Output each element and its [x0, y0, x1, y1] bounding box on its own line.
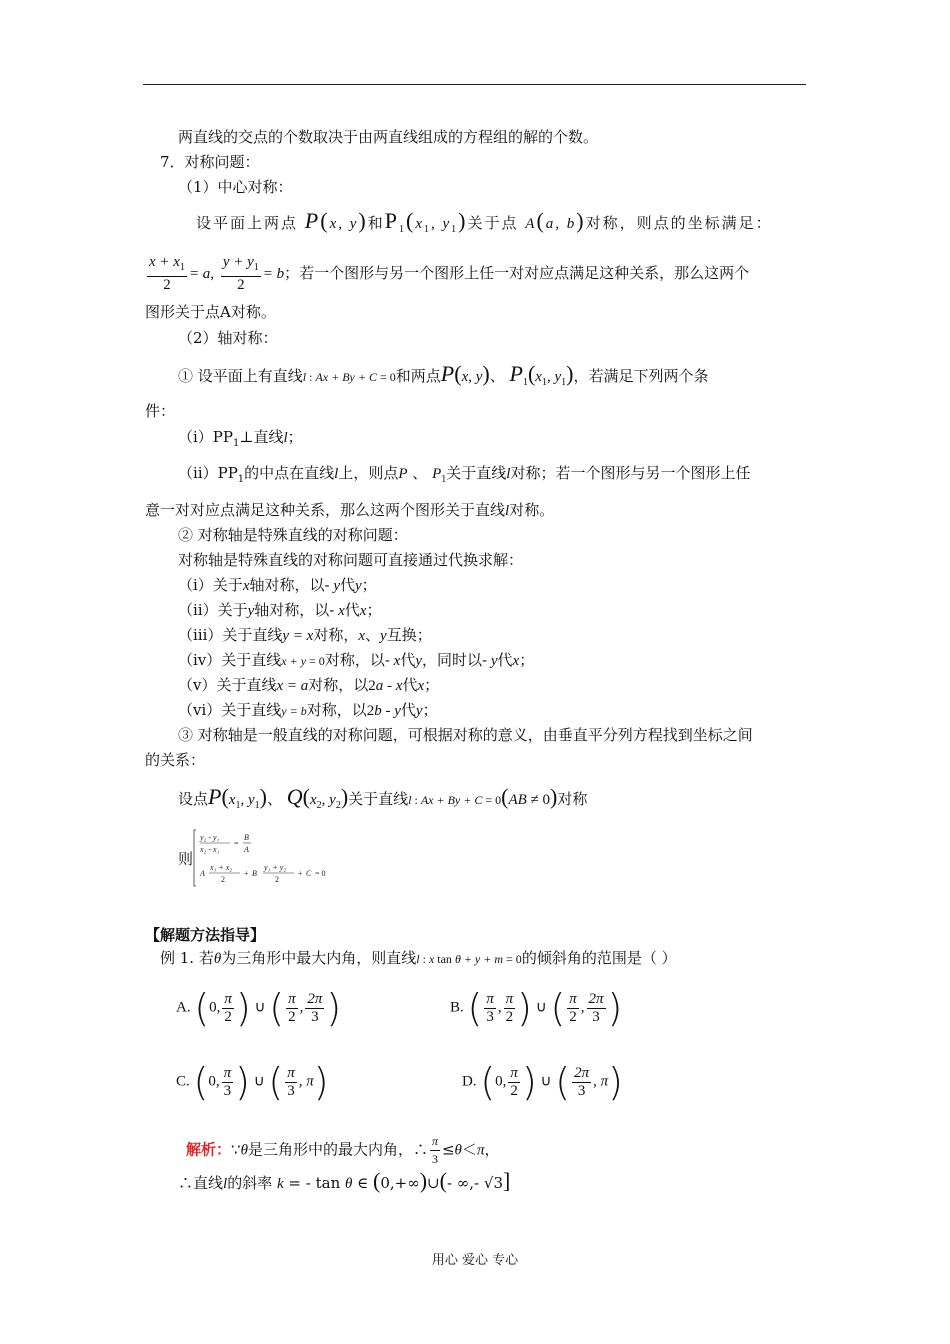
special-axis-desc: 对称轴是特殊直线的对称问题可直接通过代换求解： — [178, 551, 524, 569]
condition-ii-continued: 意一对对应点满足这种关系，那么这两个图形关于直线l对称。 — [145, 501, 555, 519]
svg-text:x₂ - x₁: x₂ - x₁ — [200, 845, 220, 854]
svg-text:= 0: = 0 — [315, 869, 326, 878]
svg-text:A: A — [200, 869, 205, 878]
then-label: 则 — [178, 850, 194, 868]
central-symmetry-conclusion: 图形关于点A对称。 — [145, 303, 276, 321]
midpoint-formula-line: $\frac{x + x_1}{2}$ = a, $\frac{y + y_1}{2}$ = b；若一个图形与另一个图形上任一对对应点满足这种关系，那么这两个 — [149, 254, 750, 293]
rule-y-eq-x: （ⅲ）关于直线y = x对称，x、y互换； — [178, 626, 432, 644]
svg-text:y₂ - y₁: y₂ - y₁ — [200, 833, 220, 842]
svg-text:B: B — [244, 833, 249, 842]
section-7-title: 7．对称问题： — [160, 153, 260, 171]
svg-text:+: + — [244, 869, 249, 878]
svg-text:=: = — [234, 839, 239, 848]
axial-symmetry-title: （2）轴对称： — [178, 329, 278, 347]
equation-system — [192, 826, 352, 890]
rule-y-eq-b: （ⅵ）关于直线y = b对称，以2b - y代y； — [178, 701, 438, 719]
example-1-question: 例 1. 若θ为三角形中最大内角，则直线l : x tan θ + y + m = 0的倾斜角的范围是（ ） — [160, 949, 677, 967]
option-c[interactable]: C. (0, $\frac{\pi}{3}$ ) ∪ ( $\frac{\pi}{3}$ , π) — [176, 1060, 329, 1104]
rule-x-plus-y: （ⅳ）关于直线x + y = 0对称，以- x代y，同时以- y代x； — [178, 651, 535, 669]
condition-i: $(ⅰ)PP_1\perp$直线l； — [178, 428, 303, 449]
rule-x-eq-a: （ⅴ）关于直线x = a对称，以2a - x代x； — [178, 676, 440, 694]
option-b[interactable]: B. ( $\frac{\pi}{3}$ , $\frac{\pi}{2}$ ) ∪ ( $\frac{\pi}{2}$ , $\frac{2\pi}{3}$ ) — [450, 986, 623, 1030]
axial-symmetry-statement: ① 设平面上有直线l : Ax + By + C = 0和两点P(x, y)、 $P_1(x_1$, $y_1$)，若满足下列两个条 — [178, 361, 709, 388]
svg-text:C: C — [306, 869, 312, 878]
general-axis-title: ③ 对称轴是一般直线的对称问题，可根据对称的意义，由垂直平分列方程找到坐标之间 — [178, 726, 753, 744]
option-a[interactable]: A. (0, $\frac{\pi}{2}$ ) ∪ ( $\frac{\pi}{2}$ , $\frac{2\pi}{3}$ ) — [176, 986, 342, 1030]
conditions-label: 件： — [145, 402, 176, 420]
svg-text:2: 2 — [275, 875, 279, 884]
general-axis-setup: 设点$P(x_1$, $y_1$)、 $Q(x_2$, $y_2$)关于直线l : Ax + By + C = 0(AB ≠ 0)对称 — [178, 784, 588, 811]
svg-text:x₁ + x₂: x₁ + x₂ — [210, 863, 233, 872]
svg-text:2: 2 — [221, 875, 225, 884]
central-symmetry-title: （1）中心对称： — [178, 178, 293, 196]
option-d[interactable]: D. (0, $\frac{\pi}{2}$ ) ∪ ( $\frac{2\pi}{3}$ , π) — [462, 1060, 623, 1104]
rule-x-axis: （ⅰ）关于x轴对称，以- y代y； — [178, 576, 377, 594]
line-intersection-count: 两直线的交点的个数取决于由两直线组成的方程组的解的个数。 — [178, 128, 599, 146]
svg-text:A: A — [244, 845, 249, 854]
special-axis-title: ② 对称轴是特殊直线的对称问题： — [178, 526, 408, 544]
section-heading: 【解题方法指导】 — [145, 926, 266, 944]
svg-text:B: B — [252, 869, 257, 878]
general-axis-title-cont: 的关系： — [145, 751, 206, 769]
svg-text:y₁ + y₂: y₁ + y₂ — [264, 863, 287, 872]
svg-text:+: + — [298, 869, 303, 878]
rule-y-axis: （ⅱ）关于y轴对称，以- x代x； — [178, 601, 382, 619]
solution-line-2: ∴直线l的斜率 k = - tan θ ∈ (0,+∞)∪(- ∞,- √3] — [178, 1168, 511, 1193]
solution-line-1: 解析：∵θ是三角形中的最大内角，∴ $\frac{\pi}{3}$ ≤θ＜π， — [186, 1134, 500, 1166]
header-rule — [143, 84, 806, 85]
page-footer: 用心 爱心 专心 — [431, 1253, 519, 1268]
central-symmetry-statement: 设平面上两点 P(x, y)和$P_1(x_1$, $y_1$)关于点 A(a, b)对称，则点的坐标满足： — [196, 208, 773, 235]
condition-ii: $(ⅱ)PP_1$的中点在直线l上，则点P 、 $P_1$关于直线l对称；若一个图形与另一个图形上任 — [178, 464, 751, 485]
